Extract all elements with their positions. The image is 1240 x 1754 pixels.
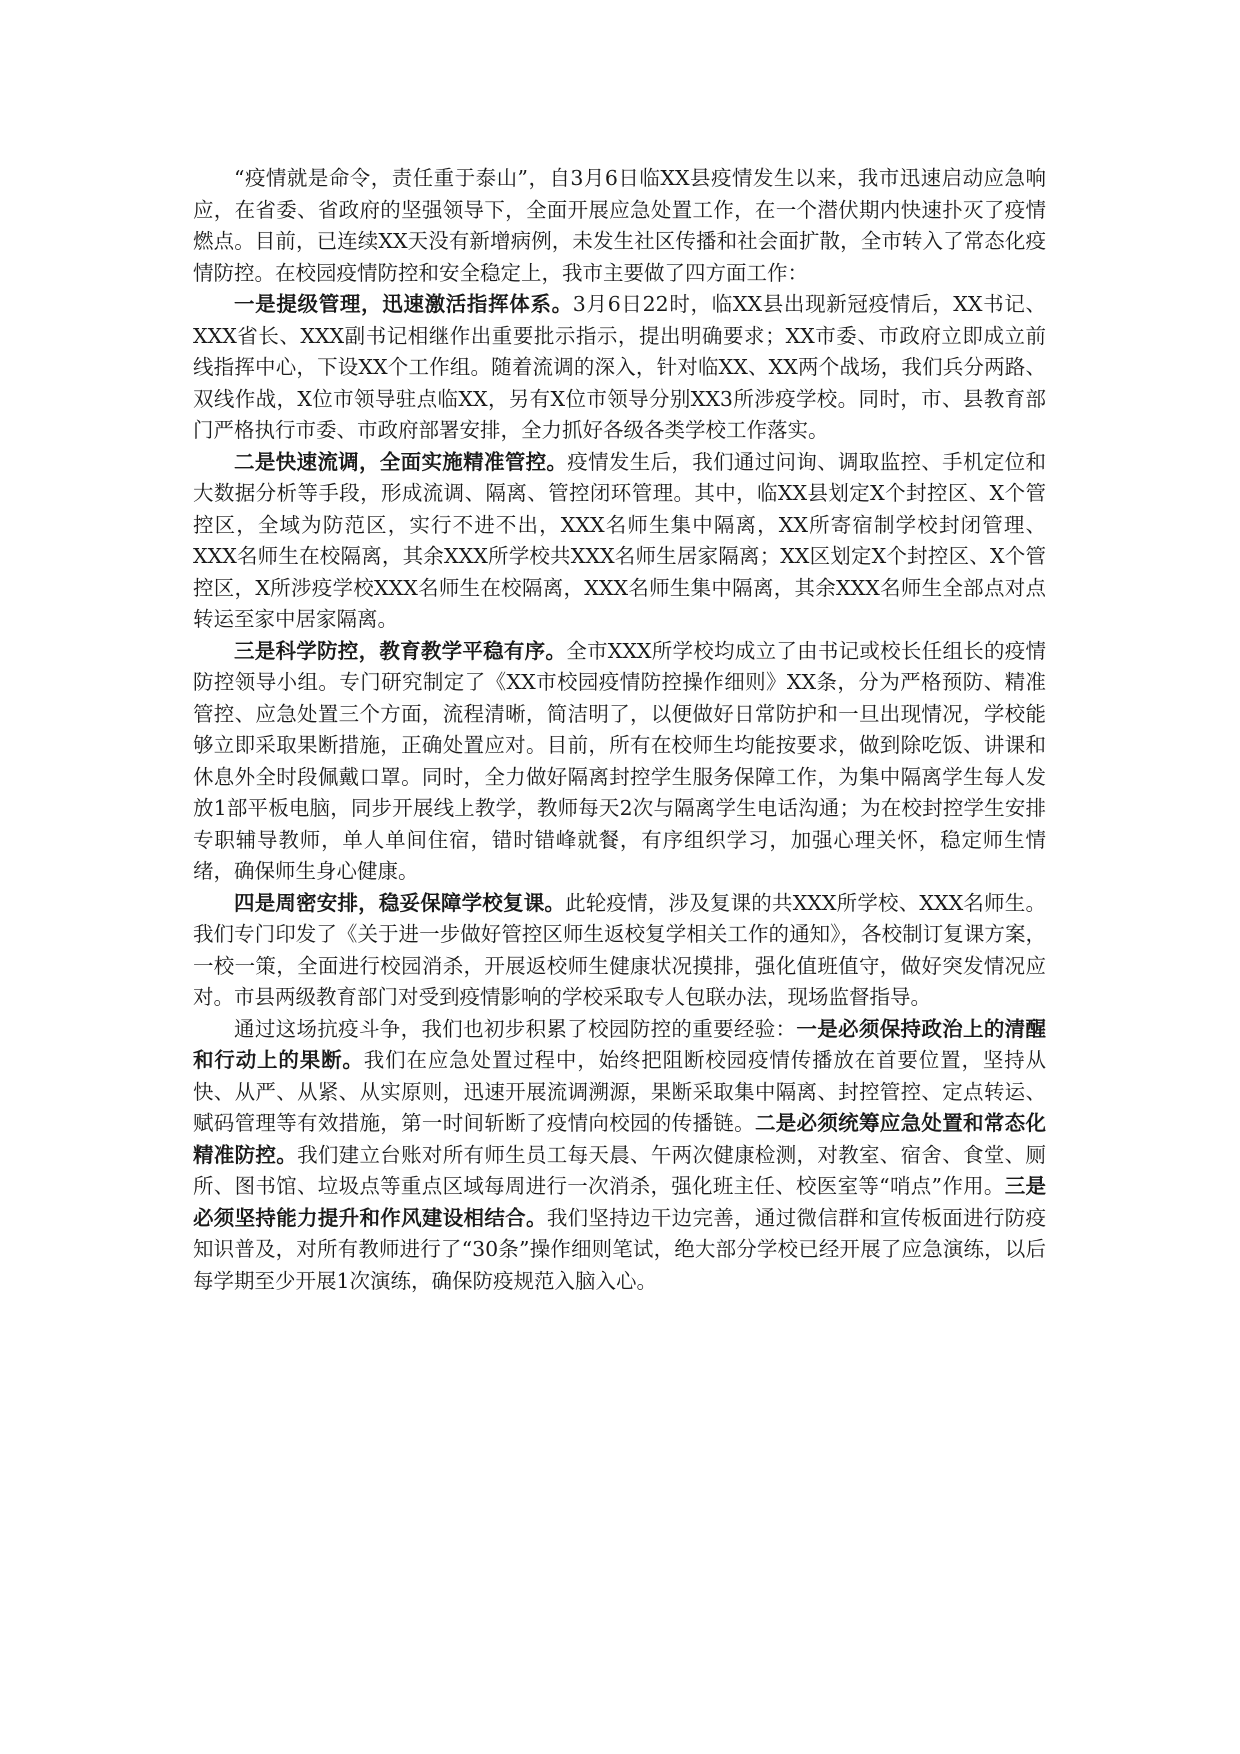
work-item-4-text: 此轮疫情，涉及复课的共XXX所学校、XXX名师生。我们专门印发了《关于进一步做好管控区师生返校复学相关工作的通知》，各校制订复课方案，一校一策，全面进行校园消杀，开展返校师生健康状况摸排，强化值班值守，做好突发情况应对。市县两级教育部门对受到疫情影响的学校采取专人包联办法，现场监督指导。: [193, 890, 1046, 1009]
experience-3-text: 我们坚持边干边完善，通过微信群和宣传板面进行防疫知识普及，对所有教师进行了“30条”操作细则笔试，绝大部分学校已经开展了应急演练，以后每学期至少开展1次演练，确保防疫规范入脑入心。: [193, 1205, 1046, 1293]
experience-1-text: 我们在应急处置过程中，始终把阻断校园疫情传播放在首要位置，坚持从快、从严、从紧、从实原则，迅速开展流调溯源，果断采取集中隔离、封控管控、定点转运、赋码管理等有效措施，第一时间斩断了疫情向校园的传播链。: [193, 1048, 1047, 1135]
experience-1-heading: 一是必须保持政治上的清醒和行动上的果断。: [193, 1016, 1047, 1072]
work-item-3-paragraph: [193, 636, 1046, 888]
work-item-2-heading: 二是快速流调，全面实施精准管控。: [234, 449, 568, 474]
work-item-2-text: 疫情发生后，我们通过问询、调取监控、手机定位和大数据分析等手段，形成流调、隔离、管控闭环管理。其中，临XX县划定X个封控区、X个管控区，全域为防范区，实行不进不出，XXX名师生集中隔离，XX所寄宿制学校封闭管理、XXX名师生在校隔离，其余XXX所学校共XXX名师生居家隔离；XX区划定X个封控区、X个管控区，X所涉疫学校XXX名师生在校隔离，XXX名师生集中隔离，其余XXX名师生全部点对点转运至家中居家隔离。: [193, 449, 1047, 631]
intro-text: “疫情就是命令，责任重于泰山”，自3月6日临XX县疫情发生以来，我市迅速启动应急响应，在省委、省政府的坚强领导下，全面开展应急处置工作，在一个潜伏期内快速扑灭了疫情燃点。目前，已连续XX天没有新增病例，未发生社区传播和社会面扩散，全市转入了常态化疫情防控。在校园疫情防控和安全稳定上，我市主要做了四方面工作：: [193, 166, 1046, 285]
experience-intro-text: 通过这场抗疫斗争，我们也初步积累了校园防控的重要经验：: [234, 1016, 797, 1041]
experience-paragraph: [193, 1014, 1046, 1298]
experience-3-heading: 三是必须坚持能力提升和作风建设相结合。: [193, 1174, 1046, 1230]
intro-paragraph: [193, 163, 1046, 289]
work-item-2-paragraph: [193, 447, 1046, 636]
experience-2-text: 我们建立台账对所有师生员工每天晨、午两次健康检测，对教室、宿舍、食堂、厕所、图书馆、垃圾点等重点区域每周进行一次消杀，强化班主任、校医室等“哨点”作用。: [193, 1142, 1046, 1198]
work-item-1-heading: 一是提级管理，迅速激活指挥体系。: [234, 292, 573, 316]
work-item-1-text: 3月6日22时，临XX县出现新冠疫情后，XX书记、XXX省长、XXX副书记相继作出重要批示指示，提出明确要求；XX市委、市政府立即成立前线指挥中心，下设XX个工作组。随着流调的深入，针对临XX、XX两个战场，我们兵分两路、双线作战，X位市领导驻点临XX，另有X位市领导分别XX3所涉疫学校。同时，市、县教育部门严格执行市委、市政府部署安排，全力抓好各级各类学校工作落实。: [193, 292, 1047, 442]
work-item-3-heading: 三是科学防控，教育教学平稳有序。: [234, 638, 567, 663]
work-item-3-text: 全市XXX所学校均成立了由书记或校长任组长的疫情防控领导小组。专门研究制定了《XX市校园疫情防控操作细则》XX条，分为严格预防、精准管控、应急处置三个方面，流程清晰，简洁明了，以便做好日常防护和一旦出现情况，学校能够立即采取果断措施，正确处置应对。目前，所有在校师生均能按要求，做到除吃饭、讲课和休息外全时段佩戴口罩。同时，全力做好隔离封控学生服务保障工作，为集中隔离学生每人发放1部平板电脑，同步开展线上教学，教师每天2次与隔离学生电话沟通；为在校封控学生安排专职辅导教师，单人单间住宿，错时错峰就餐，有序组织学习，加强心理关怀，稳定师生情绪，确保师生身心健康。: [193, 638, 1046, 883]
work-item-1-paragraph: [193, 289, 1046, 447]
work-item-4-heading: 四是周密安排，稳妥保障学校复课。: [234, 890, 566, 915]
document-body: [193, 163, 1046, 1297]
work-item-4-paragraph: [193, 888, 1046, 1014]
experience-2-heading: 二是必须统筹应急处置和常态化精准防控。: [193, 1111, 1046, 1167]
